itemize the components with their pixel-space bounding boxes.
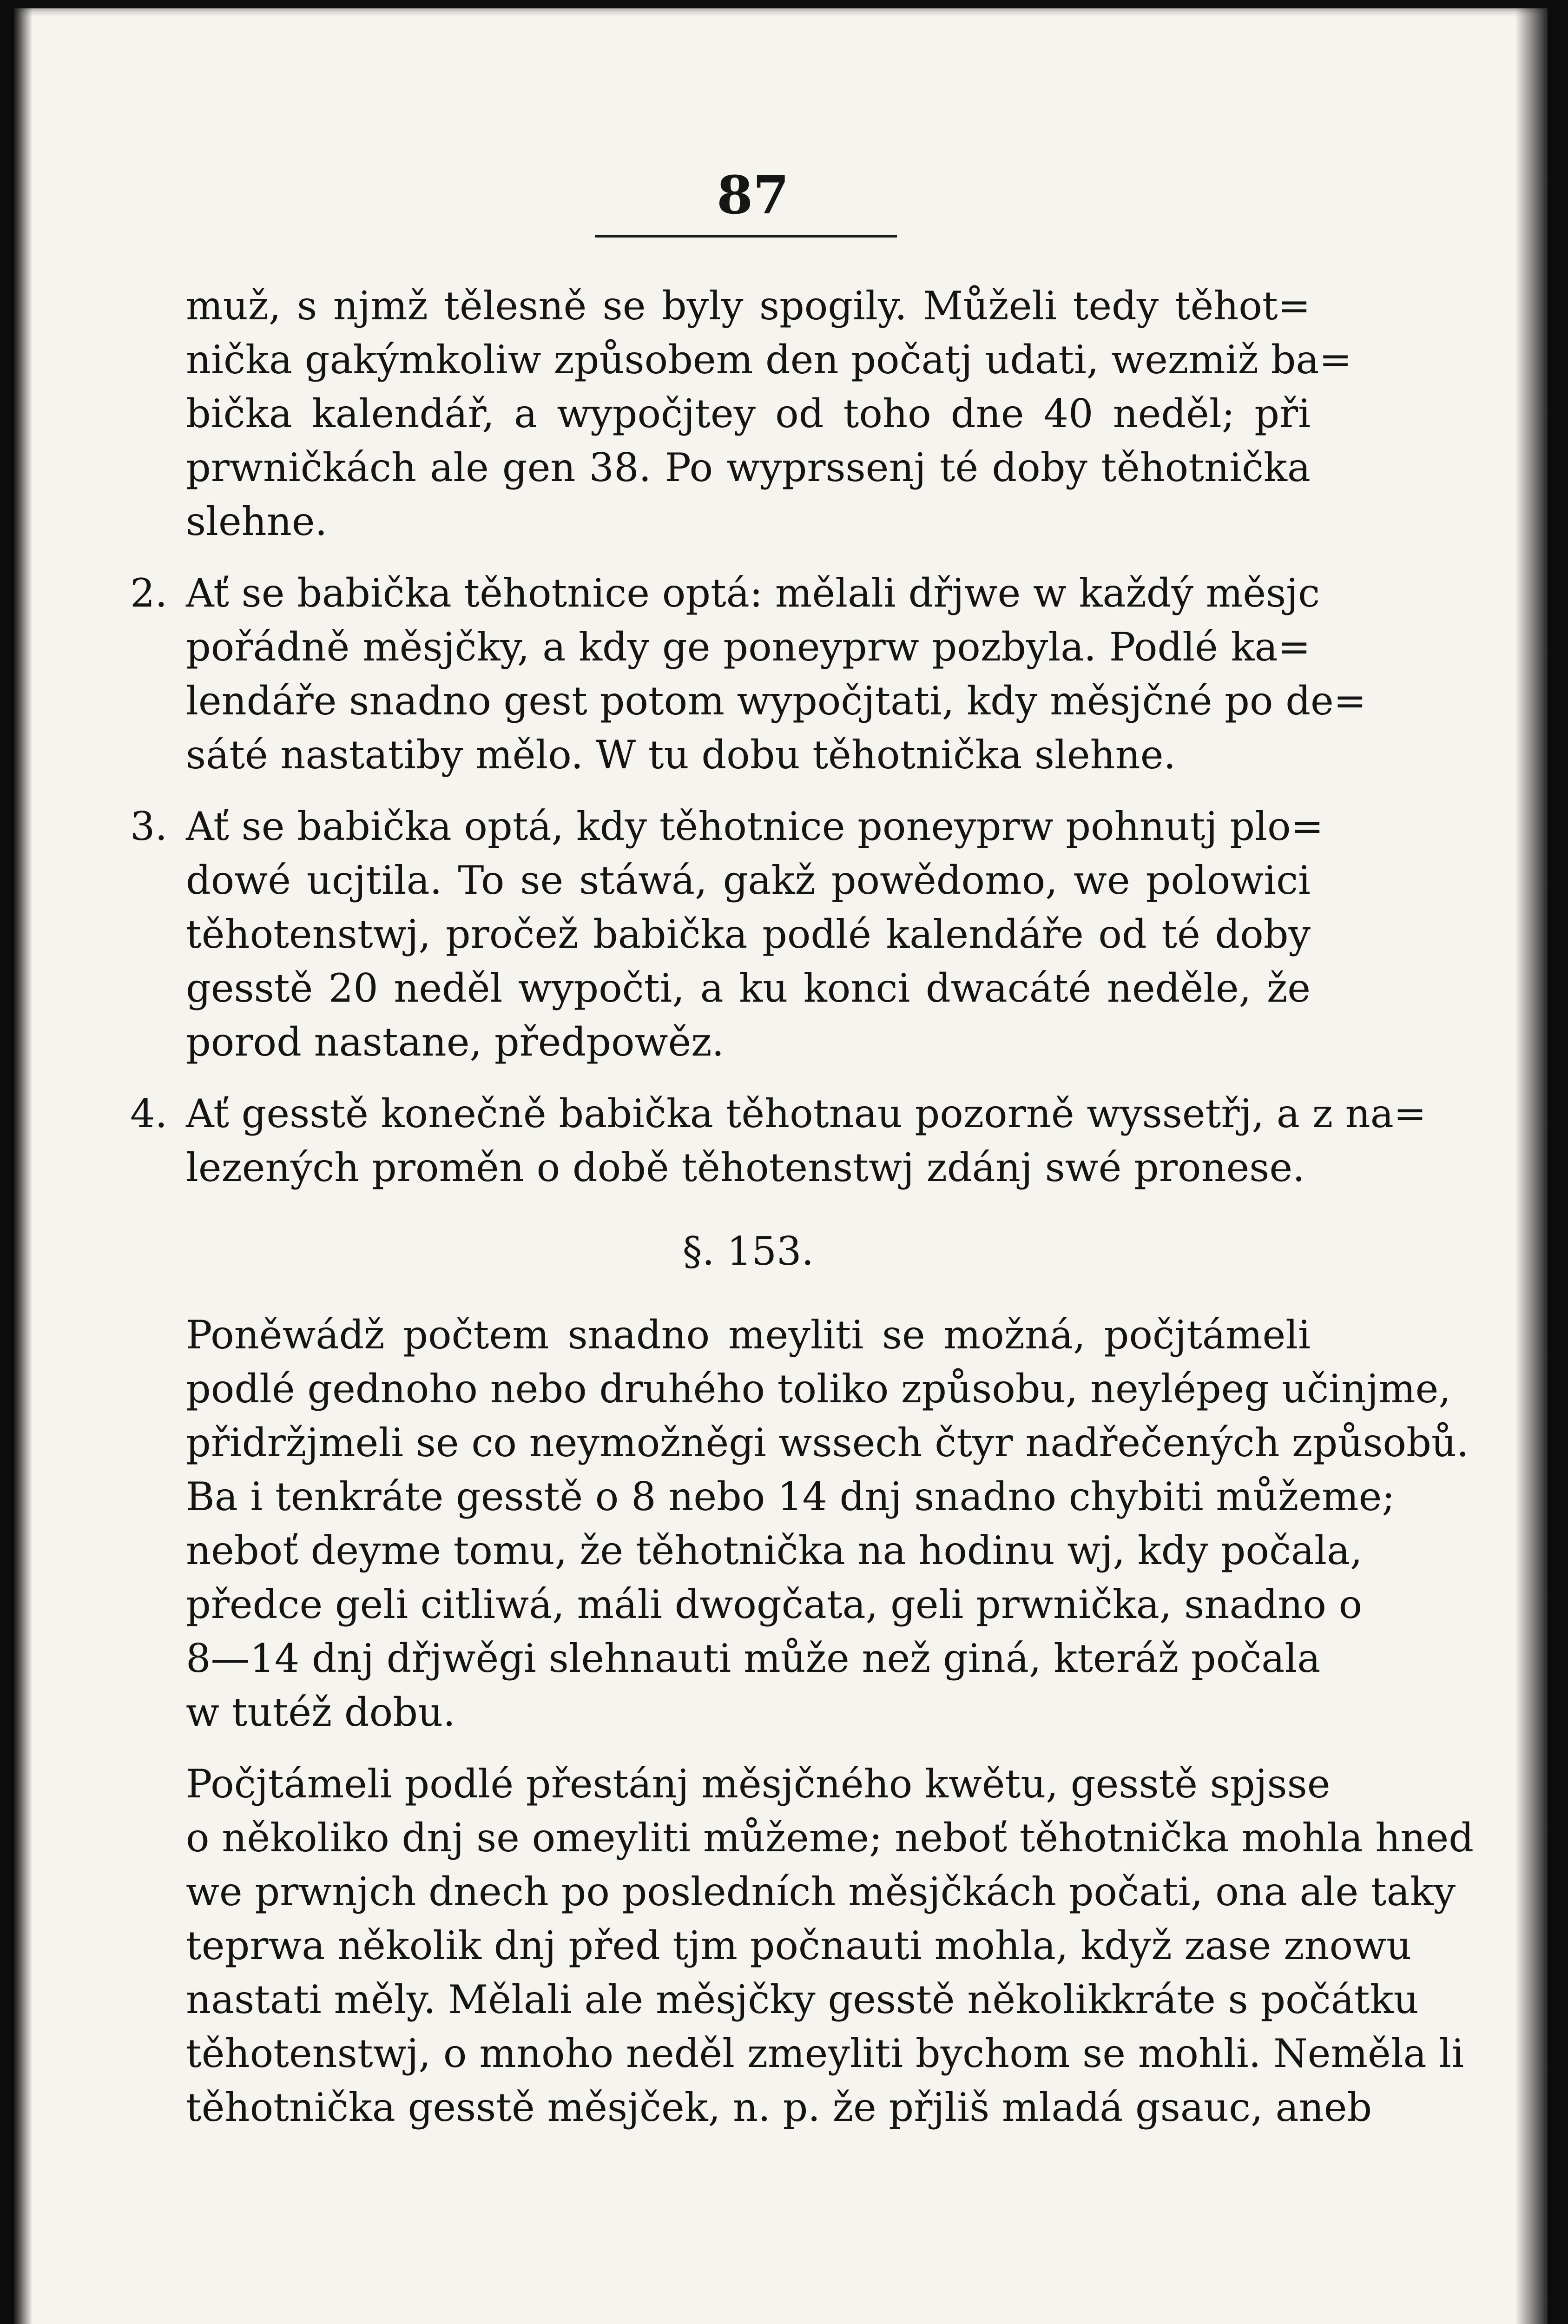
text-line: porod nastane, předpowěz. bbox=[186, 1019, 725, 1065]
text-line: teprwa několik dnj před tjm počnauti mohla, když zase znowu bbox=[186, 1923, 1412, 1968]
body-text bbox=[130, 279, 1474, 2134]
text-line: Ať gesstě konečně babička těhotnau pozorně wyssetřj, a z na= bbox=[186, 1091, 1427, 1136]
text-line: Poněwádž počtem snadno meyliti se možná, počjtámeli bbox=[186, 1312, 1311, 1358]
text-line: těhotenstwj, pročež babička podlé kalendáře od té doby bbox=[186, 911, 1311, 957]
text-line: těhotnička gesstě měsjček, n. p. že přjliš mladá gsauc, aneb bbox=[186, 2085, 1372, 2130]
text-line: přidržjmeli se co neymožněgi wssech čtyr nadřečených způsobů. bbox=[186, 1420, 1469, 1466]
item-number: 4. bbox=[130, 1091, 168, 1136]
text-line: 8—14 dnj dřjwěgi slehnauti může než giná, kteráž počala bbox=[186, 1636, 1321, 1681]
text-line: nastati měly. Mělali ale měsjčky gesstě několikkráte s počátku bbox=[186, 1977, 1419, 2022]
text-line: předce geli citliwá, máli dwogčata, geli prwnička, snadno o bbox=[186, 1582, 1363, 1627]
item-number: 2. bbox=[130, 570, 168, 616]
text-line: pořádně měsjčky, a kdy ge poneyprw pozbyla. Podlé ka= bbox=[186, 624, 1311, 670]
page-number: 87 bbox=[717, 165, 789, 226]
numbered-item-2 bbox=[130, 566, 1367, 782]
text-line: slehne. bbox=[186, 499, 328, 544]
text-line: neboť deyme tomu, že těhotnička na hodinu wj, kdy počala, bbox=[186, 1528, 1363, 1573]
text-line: lendáře snadno gest potom wypočjtati, kdy měsjčné po de= bbox=[186, 678, 1367, 724]
page-edge-left bbox=[14, 8, 33, 2324]
text-line: we prwnjch dnech po posledních měsjčkách počati, ona ale taky bbox=[186, 1869, 1456, 1915]
text-line: muž, s njmž tělesně se byly spogily. Můželi tedy těhot= bbox=[186, 283, 1311, 329]
paragraph-6 bbox=[186, 1757, 1474, 2134]
text-line: nička gakýmkoliw způsobem den počatj udati, wezmiž ba= bbox=[186, 337, 1352, 383]
text-line: Počjtámeli podlé přestánj měsjčného kwětu, gesstě spjsse bbox=[186, 1761, 1331, 1807]
numbered-item-4 bbox=[130, 1087, 1427, 1195]
page-edge-right bbox=[1515, 8, 1548, 2324]
text-line: lezených proměn o době těhotenstwj zdánj swé pronese. bbox=[186, 1145, 1305, 1190]
paragraph-1 bbox=[186, 279, 1352, 548]
page-number-rule bbox=[595, 235, 897, 238]
text-line: w tutéž dobu. bbox=[186, 1690, 455, 1735]
text-line: bička kalendář, a wypočjtey od toho dne 40 neděl; při bbox=[186, 391, 1311, 436]
text-line: gesstě 20 neděl wypočti, a ku konci dwacáté neděle, že bbox=[186, 965, 1311, 1011]
text-line: Ať se babička optá, kdy těhotnice poneyprw pohnutj plo= bbox=[186, 804, 1324, 849]
text-line: Ať se babička těhotnice optá: mělali dřjwe w každý měsjc bbox=[186, 570, 1320, 616]
paragraph-5 bbox=[186, 1308, 1469, 1739]
text-line: podlé gednoho nebo druhého toliko způsobu, neylépeg učinjme, bbox=[186, 1366, 1451, 1412]
text-line: prwničkách ale gen 38. Po wyprssenj té doby těhotnička bbox=[186, 445, 1311, 490]
text-line: o několiko dnj se omeyliti můžeme; neboť těhotnička mohla hned bbox=[186, 1815, 1474, 1861]
item-number: 3. bbox=[130, 804, 168, 849]
text-line: Ba i tenkráte gesstě o 8 nebo 14 dnj snadno chybiti můžeme; bbox=[186, 1474, 1395, 1519]
text-line: sáté nastatiby mělo. W tu dobu těhotnička slehne. bbox=[186, 732, 1176, 778]
section-heading: §. 153. bbox=[682, 1228, 814, 1274]
text-line: těhotenstwj, o mnoho neděl zmeyliti bychom se mohli. Neměla li bbox=[186, 2031, 1464, 2076]
text-line: dowé ucjtila. To se stáwá, gakž powědomo, we polowici bbox=[186, 858, 1311, 903]
numbered-item-3 bbox=[130, 799, 1324, 1069]
